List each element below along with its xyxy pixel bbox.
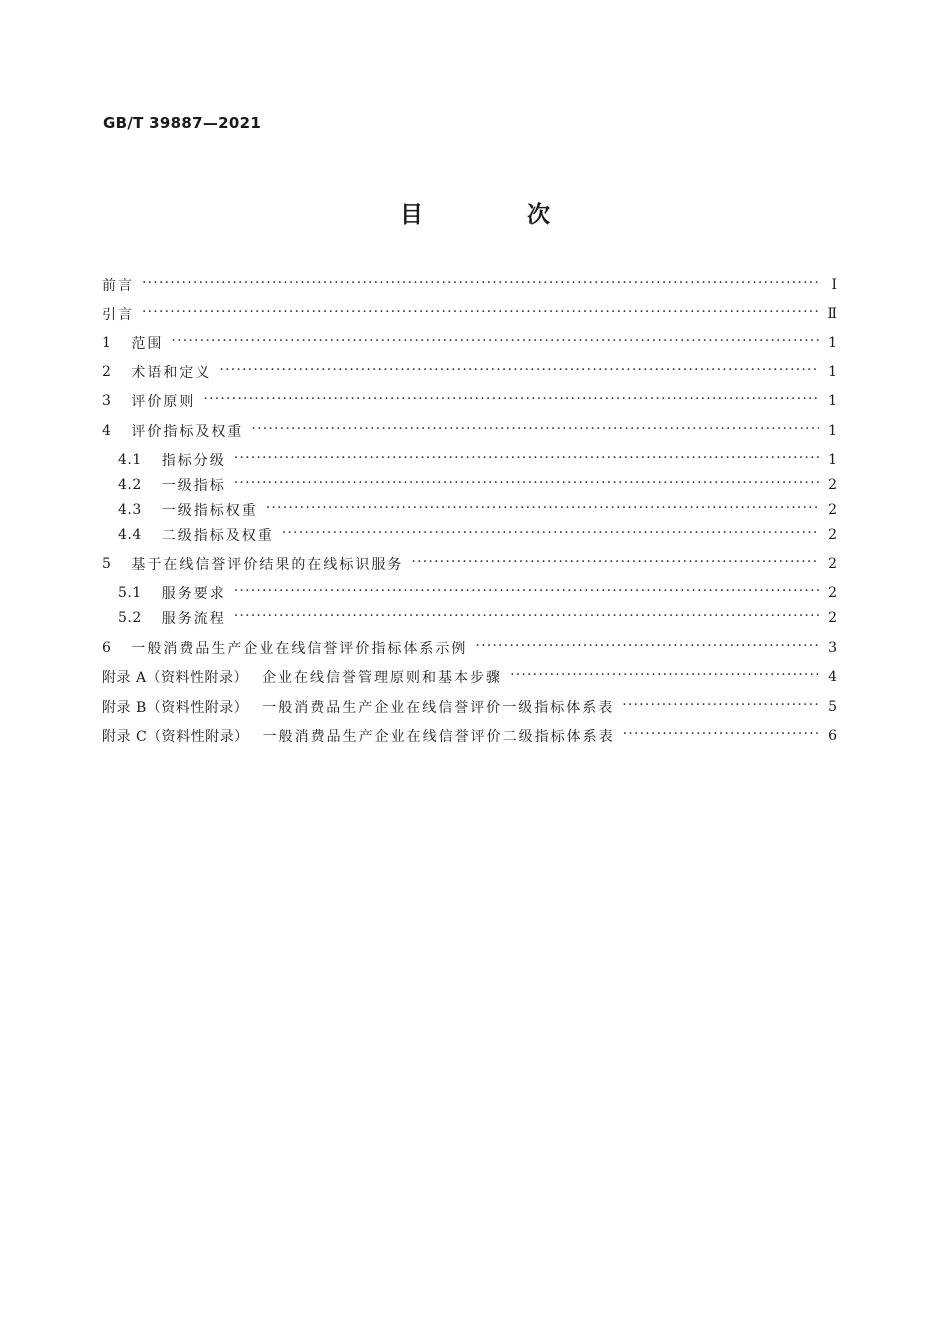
toc-entry-page: 2 bbox=[828, 477, 837, 493]
toc-entry-label: 引言 bbox=[102, 307, 134, 323]
toc-entry-number: 4 bbox=[102, 423, 112, 439]
toc-entry-page: 5 bbox=[828, 699, 837, 715]
toc-entry-label: 二级指标及权重 bbox=[161, 528, 274, 544]
toc-entry-6[interactable] bbox=[102, 637, 837, 659]
toc-entry-label: 一般消费品生产企业在线信誉评价指标体系示例 bbox=[131, 641, 468, 657]
toc-entry-number: 附录 B（资料性附录） bbox=[102, 700, 249, 716]
toc-entry-introduction[interactable] bbox=[102, 303, 837, 325]
toc-entry-page: 2 bbox=[828, 556, 837, 572]
toc-entry-label: 评价指标及权重 bbox=[131, 424, 244, 440]
toc-leader-dots bbox=[411, 556, 819, 572]
standard-code: GB/T 39887—2021 bbox=[103, 114, 262, 132]
toc-leader-dots bbox=[623, 728, 819, 744]
toc-entry-label: 企业在线信誉管理原则和基本步骤 bbox=[262, 670, 503, 686]
toc-entry-5[interactable] bbox=[102, 553, 837, 575]
toc-entry-1[interactable] bbox=[102, 332, 837, 354]
toc-title: 目 次 bbox=[399, 202, 598, 228]
toc-entry-number: 附录 C（资料性附录） bbox=[102, 729, 249, 745]
toc-entry-page: 2 bbox=[828, 585, 837, 601]
toc-leader-dots bbox=[234, 610, 819, 626]
toc-entry-annex-a[interactable] bbox=[102, 666, 837, 688]
toc-entry-page: 1 bbox=[828, 335, 837, 351]
toc-entry-page: 4 bbox=[828, 669, 837, 685]
toc-leader-dots bbox=[234, 452, 819, 468]
toc-entry-page: 6 bbox=[828, 728, 837, 744]
toc-entry-4-1[interactable] bbox=[118, 449, 837, 471]
toc-leader-dots bbox=[203, 393, 819, 409]
toc-entry-5-1[interactable] bbox=[118, 582, 837, 604]
toc-entry-4-4[interactable] bbox=[118, 524, 837, 546]
toc-entry-3[interactable] bbox=[102, 390, 837, 412]
toc-leader-dots bbox=[622, 699, 819, 715]
toc-entry-foreword[interactable] bbox=[102, 274, 837, 296]
toc-entry-label: 前言 bbox=[102, 278, 134, 294]
toc-entry-label: 服务流程 bbox=[161, 611, 226, 627]
toc-leader-dots bbox=[234, 477, 819, 493]
toc-entry-2[interactable] bbox=[102, 361, 837, 383]
toc-entry-page: 1 bbox=[828, 364, 837, 380]
toc-leader-dots bbox=[171, 335, 819, 351]
toc-entry-label: 一般消费品生产企业在线信誉评价一级指标体系表 bbox=[262, 700, 615, 716]
toc-entry-label: 指标分级 bbox=[161, 453, 226, 469]
toc-entry-label: 服务要求 bbox=[161, 586, 226, 602]
toc-entry-5-2[interactable] bbox=[118, 607, 837, 629]
toc-entry-number: 4.3 bbox=[118, 502, 142, 518]
toc-leader-dots bbox=[266, 502, 819, 518]
toc-entry-page: 3 bbox=[828, 640, 837, 656]
toc-entry-label: 基于在线信誉评价结果的在线标识服务 bbox=[131, 557, 404, 573]
toc-entry-4-2[interactable] bbox=[118, 474, 837, 496]
toc-entry-4-3[interactable] bbox=[118, 499, 837, 521]
toc-entry-number: 附录 A（资料性附录） bbox=[102, 670, 249, 686]
toc-entry-page: Ⅱ bbox=[827, 306, 837, 322]
toc-entry-number: 1 bbox=[102, 335, 112, 351]
toc-leader-dots bbox=[219, 364, 819, 380]
toc-entry-number: 5.1 bbox=[118, 585, 142, 601]
toc-entry-number: 4.4 bbox=[118, 527, 142, 543]
toc-entry-label: 一级指标权重 bbox=[161, 503, 258, 519]
toc-leader-dots bbox=[142, 306, 819, 322]
toc-entry-number: 6 bbox=[102, 640, 112, 656]
toc-entry-label: 范围 bbox=[131, 336, 164, 352]
toc-entry-label: 术语和定义 bbox=[131, 365, 212, 381]
toc-entry-page: 1 bbox=[828, 452, 837, 468]
toc-entry-number: 5.2 bbox=[118, 610, 142, 626]
toc-entry-number: 5 bbox=[102, 556, 112, 572]
toc-entry-annex-b[interactable] bbox=[102, 696, 837, 718]
toc-entry-page: 2 bbox=[828, 502, 837, 518]
toc-leader-dots bbox=[475, 640, 819, 656]
toc-leader-dots bbox=[510, 669, 819, 685]
toc-entry-annex-c[interactable] bbox=[102, 725, 837, 747]
toc-leader-dots bbox=[234, 585, 819, 601]
toc-leader-dots bbox=[142, 277, 819, 293]
toc-entry-number: 4.1 bbox=[118, 452, 142, 468]
toc-entry-number: 2 bbox=[102, 364, 112, 380]
toc-entry-page: 1 bbox=[828, 393, 837, 409]
toc-entry-page: 2 bbox=[828, 610, 837, 626]
toc-entry-page: Ⅰ bbox=[831, 277, 837, 293]
toc-entry-number: 3 bbox=[102, 393, 112, 409]
toc-entry-4[interactable] bbox=[102, 420, 837, 442]
toc-entry-page: 2 bbox=[828, 527, 837, 543]
toc-leader-dots bbox=[282, 527, 819, 543]
toc-entry-page: 1 bbox=[828, 423, 837, 439]
toc-entry-label: 一级指标 bbox=[161, 478, 226, 494]
toc-entry-label: 一般消费品生产企业在线信誉评价二级指标体系表 bbox=[262, 729, 615, 745]
toc-entry-label: 评价原则 bbox=[131, 394, 196, 410]
toc-leader-dots bbox=[251, 423, 819, 439]
toc-entry-number: 4.2 bbox=[118, 477, 142, 493]
